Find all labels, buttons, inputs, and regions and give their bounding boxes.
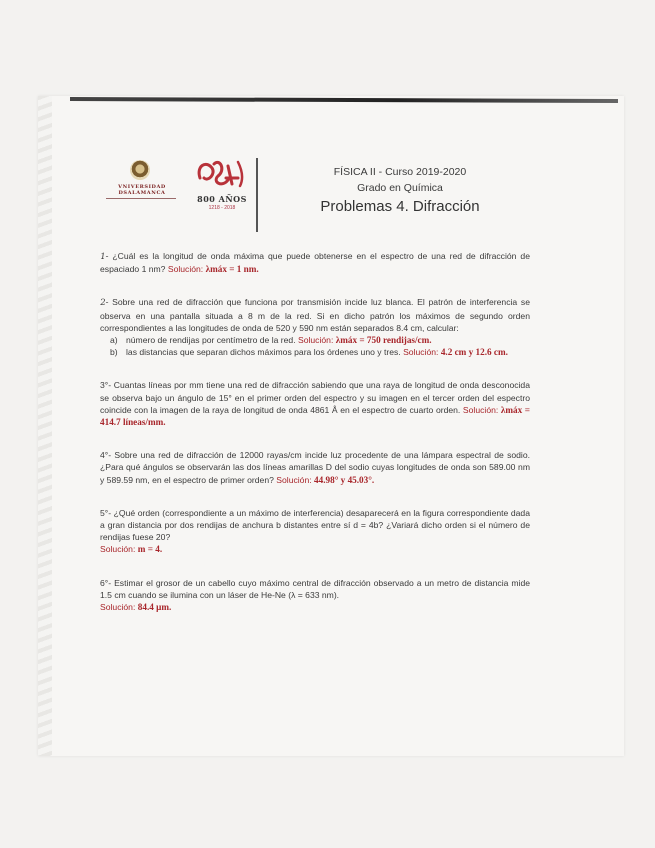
subitem-b: [100, 346, 530, 358]
solution-value: m = 4.: [137, 544, 163, 555]
course-line: FÍSICA II - Curso 2019-2020: [333, 166, 467, 178]
problem-text: ¿Qué orden (correspondiente a un máximo de interferencia) desaparecerá en la figura correspondiente dada a gran distancia por dos rendijas de anchura b distantes entre sí d = 4b? ¿Variará dicho orden si el número de rendijas fuese 20?: [100, 507, 530, 543]
problem-number: 5°-: [100, 507, 112, 518]
page-title: Problemas 4. Difracción: [320, 198, 480, 215]
problem-list: [100, 250, 530, 634]
solution-value: 44.98° y 45.03°.: [314, 474, 375, 485]
problem-6: [100, 577, 530, 614]
document-header: [100, 148, 540, 240]
problem-number: 2-: [99, 298, 110, 309]
subitem-marker: a): [110, 335, 118, 346]
solution-label: Solución:: [276, 474, 312, 485]
solution-label: Solución:: [462, 404, 499, 415]
subitem-text: número de rendijas por centímetro de la red.: [126, 335, 296, 346]
university-underline: [106, 198, 176, 199]
solution-label: Solución:: [297, 335, 334, 346]
university-name: VNIVERSIDAD DSALAMANCA: [118, 184, 166, 196]
subitem-text: las distancias que separan dichos máximos para los órdenes uno y tres.: [126, 347, 401, 358]
header-divider: [256, 158, 258, 232]
anniversary-years: 1218 - 2018: [208, 205, 236, 211]
problem-4: [100, 449, 530, 486]
anniversary-logo-icon: [192, 156, 246, 194]
solution-label: Solución:: [403, 347, 439, 358]
problem-text: Estimar el grosor de un cabello cuyo máximo central de difracción observado a un metro de distancia mide 1.5 cm cuando se ilumina con un láser de He-Ne (λ = 633 nm).: [100, 577, 531, 600]
problem-2: [100, 296, 530, 358]
degree-line: Grado en Química: [357, 182, 443, 194]
problem-text: Sobre una red de difracción de 12000 rayas/cm incide luz procedente de una lámpara espectral de sodio. ¿Para qué ángulos se observarán las dos líneas amarillas D del sodio cuyas longitudes de onda son 589.00 nm y 589.59 nm, en el espectro de primer orden?: [100, 450, 531, 485]
problem-1: [100, 250, 530, 275]
problem-number: 1-: [99, 252, 110, 262]
problem-text: Sobre una red de difracción que funciona por transmisión incide luz blanca. El patrón de interferencia se observa en una pantalla situada a 8 m de la red. Si en dicho patrón los máximos de segundo orden correspondientes a las longitudes de onda de 520 y 590 nm están separados 8.4 cm, calcular:: [100, 297, 530, 333]
problem-number: 3°-: [100, 380, 112, 391]
solution-value: λmáx = 750 rendijas/cm.: [335, 335, 432, 346]
solution-label: Solución:: [100, 544, 136, 555]
subitem-marker: b): [110, 347, 118, 358]
problem-number: 6°-: [100, 577, 112, 588]
anniversary-label: 800 AÑOS: [197, 194, 247, 204]
paper-edge-shadow: [38, 96, 52, 756]
problem-number: 4°-: [100, 450, 112, 461]
problem-text: ¿Cuál es la longitud de onda máxima que puede obtenerse en el espectro de una red de difracción de espaciado 1 nm?: [100, 251, 530, 275]
solution-label: Solución:: [167, 264, 204, 275]
subitem-a: [100, 334, 530, 346]
solution-value: λmáx = 1 nm.: [205, 264, 259, 275]
problem-5: [100, 507, 530, 556]
solution-value: λmáx = 414.7 líneas/mm.: [100, 404, 530, 428]
solution-label: Solución:: [100, 602, 136, 613]
university-seal-icon: [130, 160, 150, 180]
solution-value: 4.2 cm y 12.6 cm.: [440, 347, 508, 358]
solution-value: 84.4 μm.: [137, 602, 172, 613]
problem-3: [100, 379, 530, 428]
problem-text: Cuantas líneas por mm tiene una red de difracción sabiendo que una raya de longitud de onda desconocida se observa bajo un ángulo de 15° en el primer orden del espectro y su imagen en el tercer orden del espectro coincide con la imagen de la raya de longitud de onda 4861 Å en el espectro de cuarto orden.: [100, 380, 530, 415]
